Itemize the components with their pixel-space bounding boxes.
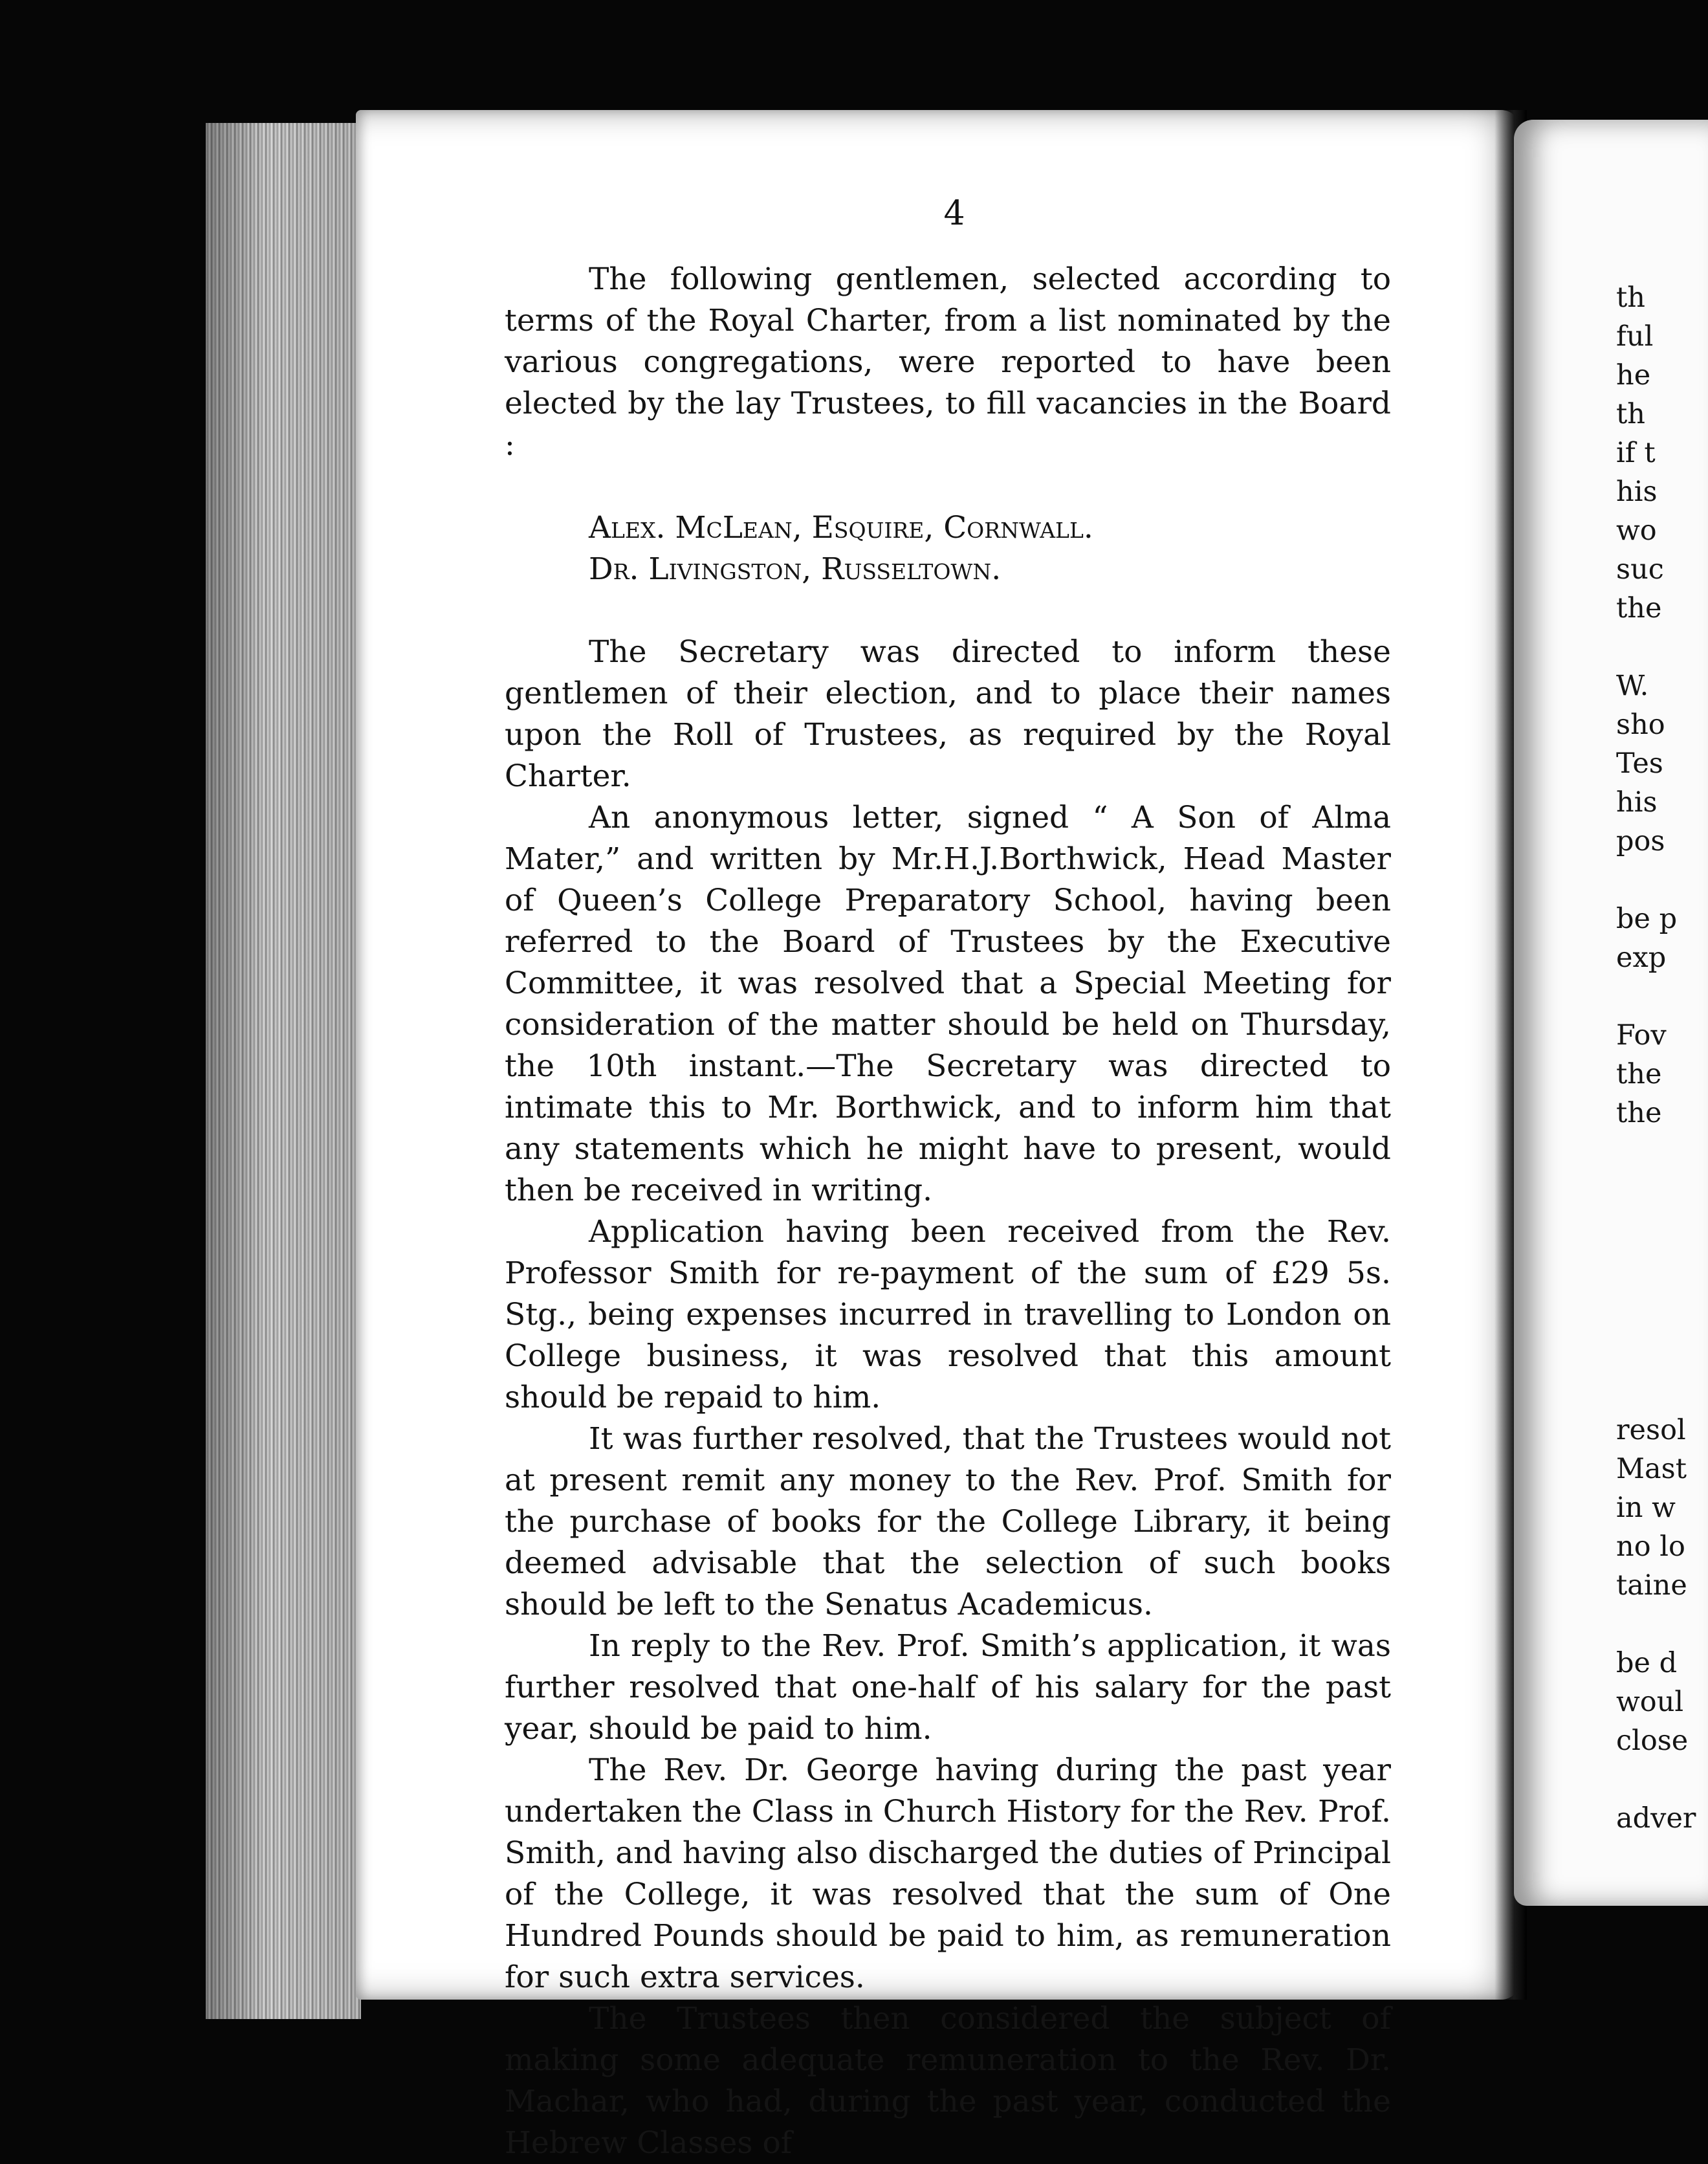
opposite-line: his (1616, 476, 1658, 508)
opposite-line: exp (1616, 942, 1667, 974)
opposite-line (1616, 628, 1687, 667)
opposite-line: wo (1616, 514, 1657, 547)
elected-trustees-list (589, 507, 1391, 590)
opposite-page-upper-text (1616, 278, 1687, 1132)
opposite-line: Fov (1616, 1019, 1667, 1052)
opposite-line: W. (1616, 670, 1649, 702)
paragraph: Application having been received from the Rev. Professor Smith for re-payment of the sum of £29 5s. Stg., being expenses incurred in travelling to London on College business, it was resolved that this amount should be repaid to him. (505, 1214, 1391, 1415)
opposite-line: th (1616, 282, 1645, 314)
opposite-line: taine (1616, 1569, 1687, 1602)
opposite-line: the (1616, 1058, 1662, 1090)
opposite-line: woul (1616, 1686, 1684, 1718)
opposite-line: pos (1616, 825, 1665, 857)
opposite-line: the (1616, 592, 1662, 624)
opposite-line: the (1616, 1097, 1662, 1129)
opposite-line: th (1616, 398, 1645, 430)
opposite-line: suc (1616, 553, 1664, 586)
page-text (505, 259, 1391, 2164)
elected-trustee: Alex. McLean, Esquire, Cornwall. (589, 510, 1093, 546)
elected-trustee: Dr. Livingston, Russeltown. (589, 551, 1002, 587)
opposite-line: no lo (1616, 1530, 1685, 1563)
paragraph: The Rev. Dr. George having during the past year undertaken the Class in Church History for the Rev. Prof. Smith, and having also discharged the duties of Principal of the College, it was resolved that the sum of One Hundred Pounds should be paid to him, as remuneration for such extra services. (505, 1752, 1391, 1995)
opposite-line: be d (1616, 1647, 1678, 1679)
opposite-line (1616, 861, 1687, 900)
paragraph: The following gentlemen, selected according to terms of the Royal Charter, from a list nominated by the various congregations, were reported to have been elected by the lay Trustees, to fill vacancies in the Board : (505, 261, 1391, 463)
paragraph: It was further resolved, that the Trustees would not at present remit any money to the Rev. Prof. Smith for the purchase of books for the College Library, it being deemed advisable that the selection of such books should be left to the Senatus Academicus. (505, 1421, 1391, 1622)
opposite-line: resol (1616, 1414, 1686, 1446)
paragraph: In reply to the Rev. Prof. Smith’s application, it was further resolved that one-half of his salary for the past year, should be paid to him. (505, 1628, 1391, 1747)
opposite-line: close (1616, 1725, 1689, 1757)
opposite-line: be p (1616, 903, 1678, 935)
opposite-line (1616, 1760, 1687, 1799)
opposite-line: he (1616, 359, 1651, 392)
opposite-line: Tes (1616, 747, 1663, 780)
paragraph: The Secretary was directed to inform these gentlemen of their election, and to place their names upon the Roll of Trustees, as required by the Royal Charter. (505, 634, 1391, 794)
opposite-line: in w (1616, 1492, 1676, 1524)
page-edges (206, 123, 361, 2019)
opposite-line (1616, 977, 1687, 1016)
opposite-line (1616, 1605, 1687, 1644)
opposite-line: ful (1616, 320, 1654, 353)
opposite-page-lower-text (1616, 1411, 1696, 1838)
opposite-line: adver (1616, 1802, 1696, 1835)
page-number: 4 (943, 194, 965, 233)
paragraph: An anonymous letter, signed “ A Son of Alma Mater,” and written by Mr.H.J.Borthwick, Head Master of Queen’s College Preparatory School, having been referred to the Board of Trustees by the Executive Committee, it was resolved that a Special Meeting for consideration of the matter should be held on Thursday, the 10th instant.—The Secretary was directed to intimate this to Mr. Borthwick, and to inform him that any statements which he might have to present, would then be received in writing. (505, 800, 1391, 1208)
paragraph: The Trustees then considered the subject of making some adequate remuneration to the Rev. Dr. Machar, who had, during the past year, conducted the Hebrew Classes of (505, 2001, 1391, 2161)
opposite-line: Mast (1616, 1453, 1687, 1485)
opposite-line: his (1616, 786, 1658, 819)
opposite-line: sho (1616, 709, 1665, 741)
opposite-line: if t (1616, 437, 1656, 469)
